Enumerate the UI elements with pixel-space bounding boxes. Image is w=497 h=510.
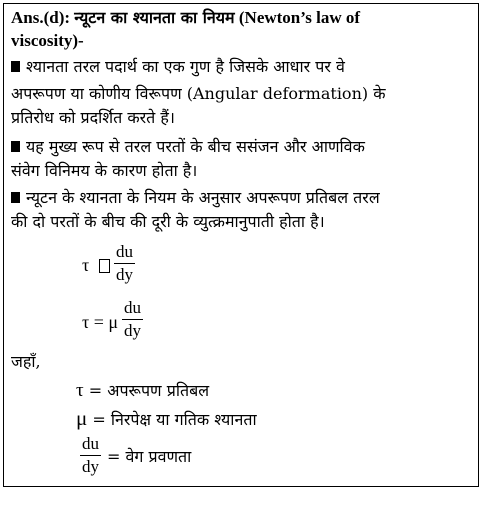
definition-mu: μ = निरपेक्ष या गतिक श्यानता: [76, 406, 257, 430]
bullet-3-line-1: न्यूटन के श्यानता के नियम के अनुसार अपरूपण प्रतिबल तरल: [11, 188, 380, 208]
definition-velocity-gradient: = वेग प्रवणता: [107, 447, 192, 466]
equation-1-fraction: du dy: [116, 242, 133, 284]
bullet-square-icon: [11, 141, 20, 152]
bullet-1-line-2: अपरूपण या कोणीय विरूपण (Angular deformation) के: [11, 84, 386, 103]
bullet-1-line-3: प्रतिरोध को प्रदर्शित करते हैं।: [11, 108, 175, 127]
answer-box: [3, 3, 479, 487]
answer-heading: [11, 8, 360, 28]
heading-english-cont: viscosity)-: [11, 31, 84, 50]
equation-2-fraction: du dy: [124, 298, 141, 340]
bullet-1-line-1: श्यानता तरल पदार्थ का एक गुण है जिसके आधार पर वे: [11, 57, 345, 77]
proportional-symbol: [99, 259, 110, 273]
definition-velocity-gradient-fraction: du dy: [82, 434, 99, 476]
bullet-2-line-2: संवेग विनिमय के कारण होता है।: [11, 161, 198, 180]
heading-hindi: न्यूटन का श्यानता का नियम: [74, 8, 235, 27]
bullet-3-line-2: की दो परतों के बीच की दूरी के व्युत्क्रमानुपाती होता है।: [11, 212, 325, 231]
bullet-2-line-1: यह मुख्य रूप से तरल परतों के बीच ससंजन और आणविक: [11, 137, 365, 157]
heading-english: (Newton’s law of: [234, 8, 361, 27]
bullet-square-icon: [11, 192, 20, 203]
equation-2-lhs: τ = μ: [82, 312, 119, 332]
answer-prefix: Ans.(d):: [11, 8, 75, 27]
bullet-square-icon: [11, 61, 20, 72]
definition-tau: τ = अपरूपण प्रतिबल: [76, 380, 210, 401]
where-label: जहाँ,: [11, 352, 41, 371]
equation-1-lhs: τ: [82, 255, 90, 275]
